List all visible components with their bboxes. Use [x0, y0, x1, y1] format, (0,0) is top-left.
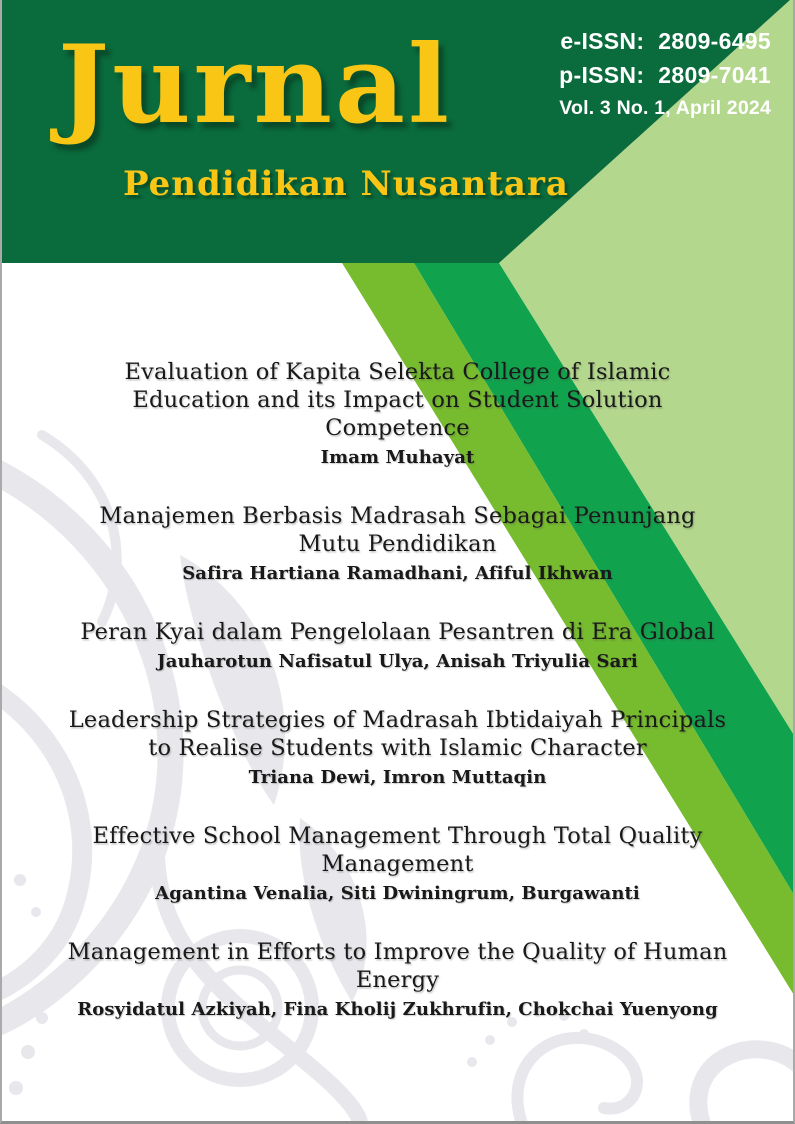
- issn-block: [559, 24, 771, 123]
- p-issn-label: p-ISSN:: [559, 62, 645, 88]
- article-entry: [52, 822, 743, 905]
- article-title: Peran Kyai dalam Pengelolaan Pesantren di Era Global: [80, 619, 715, 645]
- article-authors: Jauharotun Nafisatul Ulya, Anisah Triyulia Sari: [157, 651, 638, 672]
- article-title: Effective School Management Through Total Quality Management: [92, 823, 703, 877]
- article-entry: [52, 618, 743, 673]
- p-issn-value: 2809-7041: [658, 62, 771, 88]
- article-authors: Triana Dewi, Imron Muttaqin: [248, 767, 547, 788]
- e-issn-line: [559, 24, 771, 58]
- article-authors: Rosyidatul Azkiyah, Fina Kholij Zukhrufin, Chokchai Yuenyong: [77, 999, 718, 1020]
- article-authors: Safira Hartiana Ramadhani, Afiful Ikhwan: [182, 563, 613, 584]
- article-entry: [52, 358, 743, 469]
- article-entry: [52, 706, 743, 789]
- article-entry: [52, 502, 743, 585]
- article-list: [52, 358, 743, 1021]
- article-title: Leadership Strategies of Madrasah Ibtidaiyah Principals to Realise Students with Islamic Character: [68, 707, 727, 761]
- journal-logo-title: Jurnal: [58, 22, 453, 148]
- article-entry: [52, 938, 743, 1021]
- article-authors: Imam Muhayat: [320, 447, 475, 468]
- volume-info: Vol. 3 No. 1, April 2024: [559, 97, 771, 119]
- journal-logo-subtitle: Pendidikan Nusantara: [123, 164, 569, 204]
- e-issn-label: e-ISSN:: [560, 28, 645, 54]
- article-title: Evaluation of Kapita Selekta College of Islamic Education and its Impact on Student Solution Competence: [124, 359, 671, 441]
- article-title: Management in Efforts to Improve the Quality of Human Energy: [67, 939, 728, 993]
- article-authors: Agantina Venalia, Siti Dwiningrum, Burgawanti: [155, 883, 640, 904]
- e-issn-value: 2809-6495: [658, 28, 771, 54]
- p-issn-line: [559, 58, 771, 92]
- article-title: Manajemen Berbasis Madrasah Sebagai Penunjang Mutu Pendidikan: [99, 503, 696, 557]
